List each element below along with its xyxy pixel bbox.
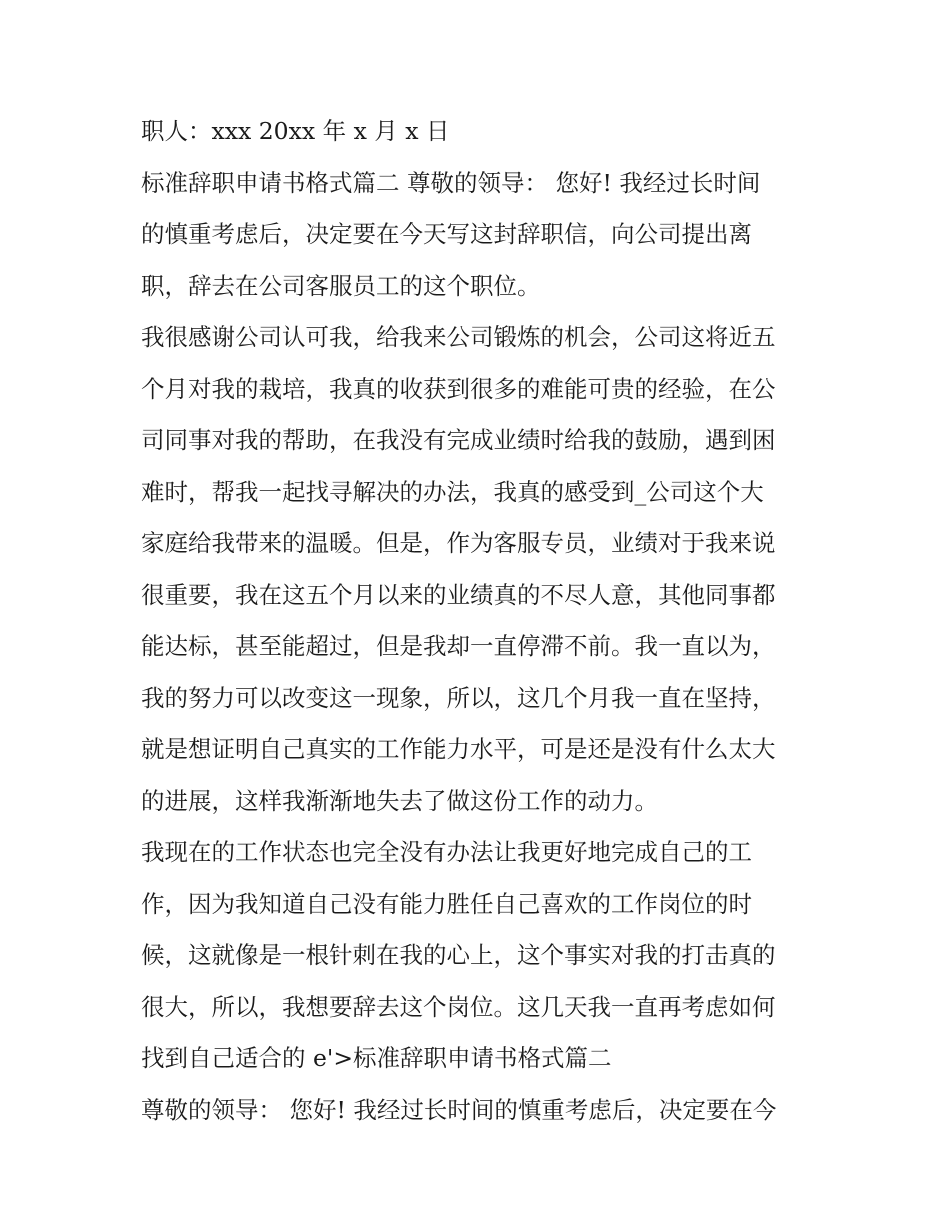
text-line: 难时，帮我一起找寻解决的办法，我真的感受到_公司这个大 [141,477,764,506]
text-line: 找到自己适合的 e'>标准辞职申请书格式篇二 [141,1044,612,1072]
text-line: 职，辞去在公司客服员工的这个职位。 [141,271,541,300]
document-body [141,106,821,1136]
text-line: 的慎重考虑后，决定要在今天写这封辞职信，向公司提出离 [141,220,752,248]
text-line: 尊敬的领导： 您好! 我经过长时间的慎重考虑后，决定要在今 [141,1095,777,1124]
text-line: 标准辞职申请书格式篇二 尊敬的领导： 您好! 我经过长时间 [141,168,761,197]
text-line: 作，因为我知道自己没有能力胜任自己喜欢的工作岗位的时 [141,889,752,918]
text-line: 司同事对我的帮助，在我没有完成业绩时给我的鼓励，遇到困 [141,426,776,454]
text-line: 职人：xxx 20xx 年 x 月 x 日 [141,117,450,145]
text-line: 我现在的工作状态也完全没有办法让我更好地完成自己的工 [141,838,752,866]
text-line: 我的努力可以改变这一现象，所以，这几个月我一直在坚持， [141,683,776,712]
text-line: 就是想证明自己真实的工作能力水平，可是还是没有什么太大 [141,735,776,763]
text-line: 很重要，我在这五个月以来的业绩真的不尽人意，其他同事都 [141,580,776,609]
text-line: 个月对我的栽培，我真的收获到很多的难能可贵的经验，在公 [141,374,776,403]
text-line: 很大，所以，我想要辞去这个岗位。这几天我一直再考虑如何 [141,992,776,1021]
text-line: 候，这就像是一根针刺在我的心上，这个事实对我的打击真的 [141,941,776,969]
text-line: 我很感谢公司认可我，给我来公司锻炼的机会，公司这将近五 [141,323,776,351]
text-line: 的进展，这样我渐渐地失去了做这份工作的动力。 [141,786,658,815]
text-line: 家庭给我带来的温暖。但是，作为客服专员，业绩对于我来说 [141,529,776,557]
text-line: 能达标，甚至能超过，但是我却一直停滞不前。我一直以为， [141,632,776,660]
